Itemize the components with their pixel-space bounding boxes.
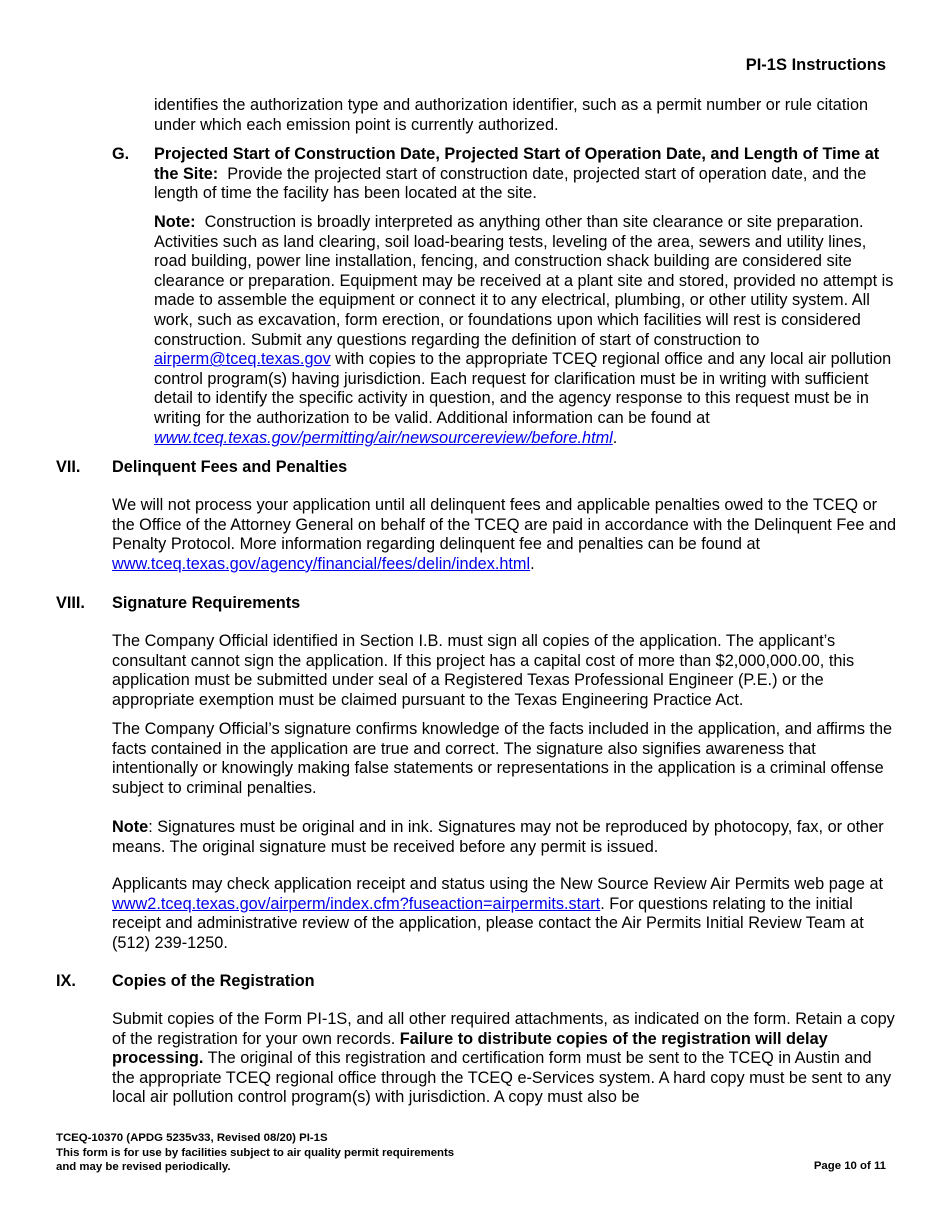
section-ix-title: Copies of the Registration [112,972,315,990]
section-viii-note-label: Note [112,818,149,836]
footer-form-id: TCEQ-10370 (APDG 5235v33, Revised 08/20) PI-1S [56,1132,328,1144]
page-number: Page 10 of 11 [813,1160,886,1172]
footer-revision-note: and may be revised periodically. [56,1161,231,1174]
section-f-tail-text: identifies the authorization type and authorization identifier, such as a permit number or rule citation under which each emission point is currently authorized. [154,96,869,134]
airpermits-status-link[interactable]: www2.tceq.texas.gov/airperm/index.cfm?fuseaction=airpermits.start [112,894,601,913]
section-viii-note-text: : Signatures must be original and in ink. Signatures may not be reproduced by photocopy, fax, or other means. The original signature must be received before any permit is issued. [112,818,884,856]
section-ix-number: IX. [56,972,76,990]
section-g-period: . [612,428,618,447]
section-viii-number: VIII. [56,594,85,612]
section-g-note [154,213,898,448]
page-footer [56,1131,454,1175]
section-viii-note [112,818,898,857]
section-viii-p4-b: . For questions relating to the initial receipt and administrative review of the application, please contact the Air Permits Initial Review Team at (512) 239-1250. [112,894,864,952]
section-ix-text-bold: Failure to distribute copies of the registration will delay processing. [112,1029,828,1068]
section-vii-text: We will not process your application until all delinquent fees and applicable penalties owed to the TCEQ or the Office of the Attorney General on behalf of the TCEQ are paid in accordance with the Delinquent Fee and Penalty Protocol. More information regarding delinquent fee and penalties can be found at [112,496,897,554]
section-viii-paragraph-4 [112,875,898,953]
section-ix-text-b: The original of this registration and certification form must be sent to the TCEQ in Austin and the appropriate TCEQ regional office through the TCEQ e-Services system. A hard copy must be sent to any local air pollution control program(s) with jurisdiction. A copy must also be [112,1049,892,1107]
section-vii-period: . [530,554,535,573]
section-g-heading: Projected Start of Construction Date, Projected Start of Operation Date, and Length of Time at the Site: [154,145,880,183]
section-ix-text-a: Submit copies of the Form PI-1S, and all other required attachments, as indicated on the form. Retain a copy of the registration for your own records. [112,1010,895,1048]
before-construction-link[interactable]: www.tceq.texas.gov/permitting/air/newsourcereview/before.html [154,428,613,447]
section-viii-p4-a: Applicants may check application receipt and status using the New Source Review Air Permits web page at [112,875,884,893]
section-vii-paragraph [112,496,898,574]
section-vii-number: VII. [56,458,81,476]
section-vii-title: Delinquent Fees and Penalties [112,458,348,476]
section-viii-paragraph-2: The Company Official’s signature confirms knowledge of the facts included in the application, and affirms the facts contained in the application are true and correct. The signature also signifies awareness that intentionally or knowingly making false statements or representations in the application is a criminal offense subject to criminal penalties. [112,720,893,797]
section-g-note-text-2: with copies to the appropriate TCEQ regional office and any local air pollution control program(s) having jurisdiction. Each request for clarification must be in writing with sufficient detail to identify the specific activity in question, and the agency response to this request must be in writing for the authorization to be valid. Additional information can be found at [154,350,892,427]
section-ix-paragraph [112,1010,898,1108]
delinquent-fees-link[interactable]: www.tceq.texas.gov/agency/financial/fees/delin/index.html [112,554,531,573]
section-viii-title: Signature Requirements [112,594,301,612]
section-g-note-text-1: Construction is broadly interpreted as anything other than site clearance or site preparation. Activities such as land clearing, soil load-bearing tests, leveling of the area, sewers and utility lines, road building, power line installation, fencing, and construction shack building are considered site clearance or preparation. Equipment may be received at a plant site and stored, provided no attempt is made to assemble the equipment or connect it to any electrical, plumbing, or other utility system. All work, such as excavation, form erection, or foundations upon which facilities will rest is considered construction. Submit any questions regarding the definition of start of construction to [154,213,894,349]
airperm-email-link[interactable]: airperm@tceq.texas.gov [154,350,331,369]
section-g-letter: G. [112,145,130,163]
section-g-note-label: Note: [154,213,196,231]
page-header-title: PI-1S Instructions [745,56,886,74]
footer-usage-note: This form is for use by facilities subject to air quality permit requirements [56,1146,455,1159]
section-g-text: Provide the projected start of construction date, projected start of operation date, and the length of time the facility has been located at the site. [154,164,867,203]
section-g-paragraph [154,145,898,204]
section-viii-paragraph-1: The Company Official identified in Section I.B. must sign all copies of the application. The applicant’s consultant cannot sign the application. If this project has a capital cost of more than $2,000,000.00, this application must be submitted under seal of a Registered Texas Professional Engineer (P.E.) or the appropriate exemption must be claimed pursuant to the Texas Engineering Practice Act. [112,632,855,709]
